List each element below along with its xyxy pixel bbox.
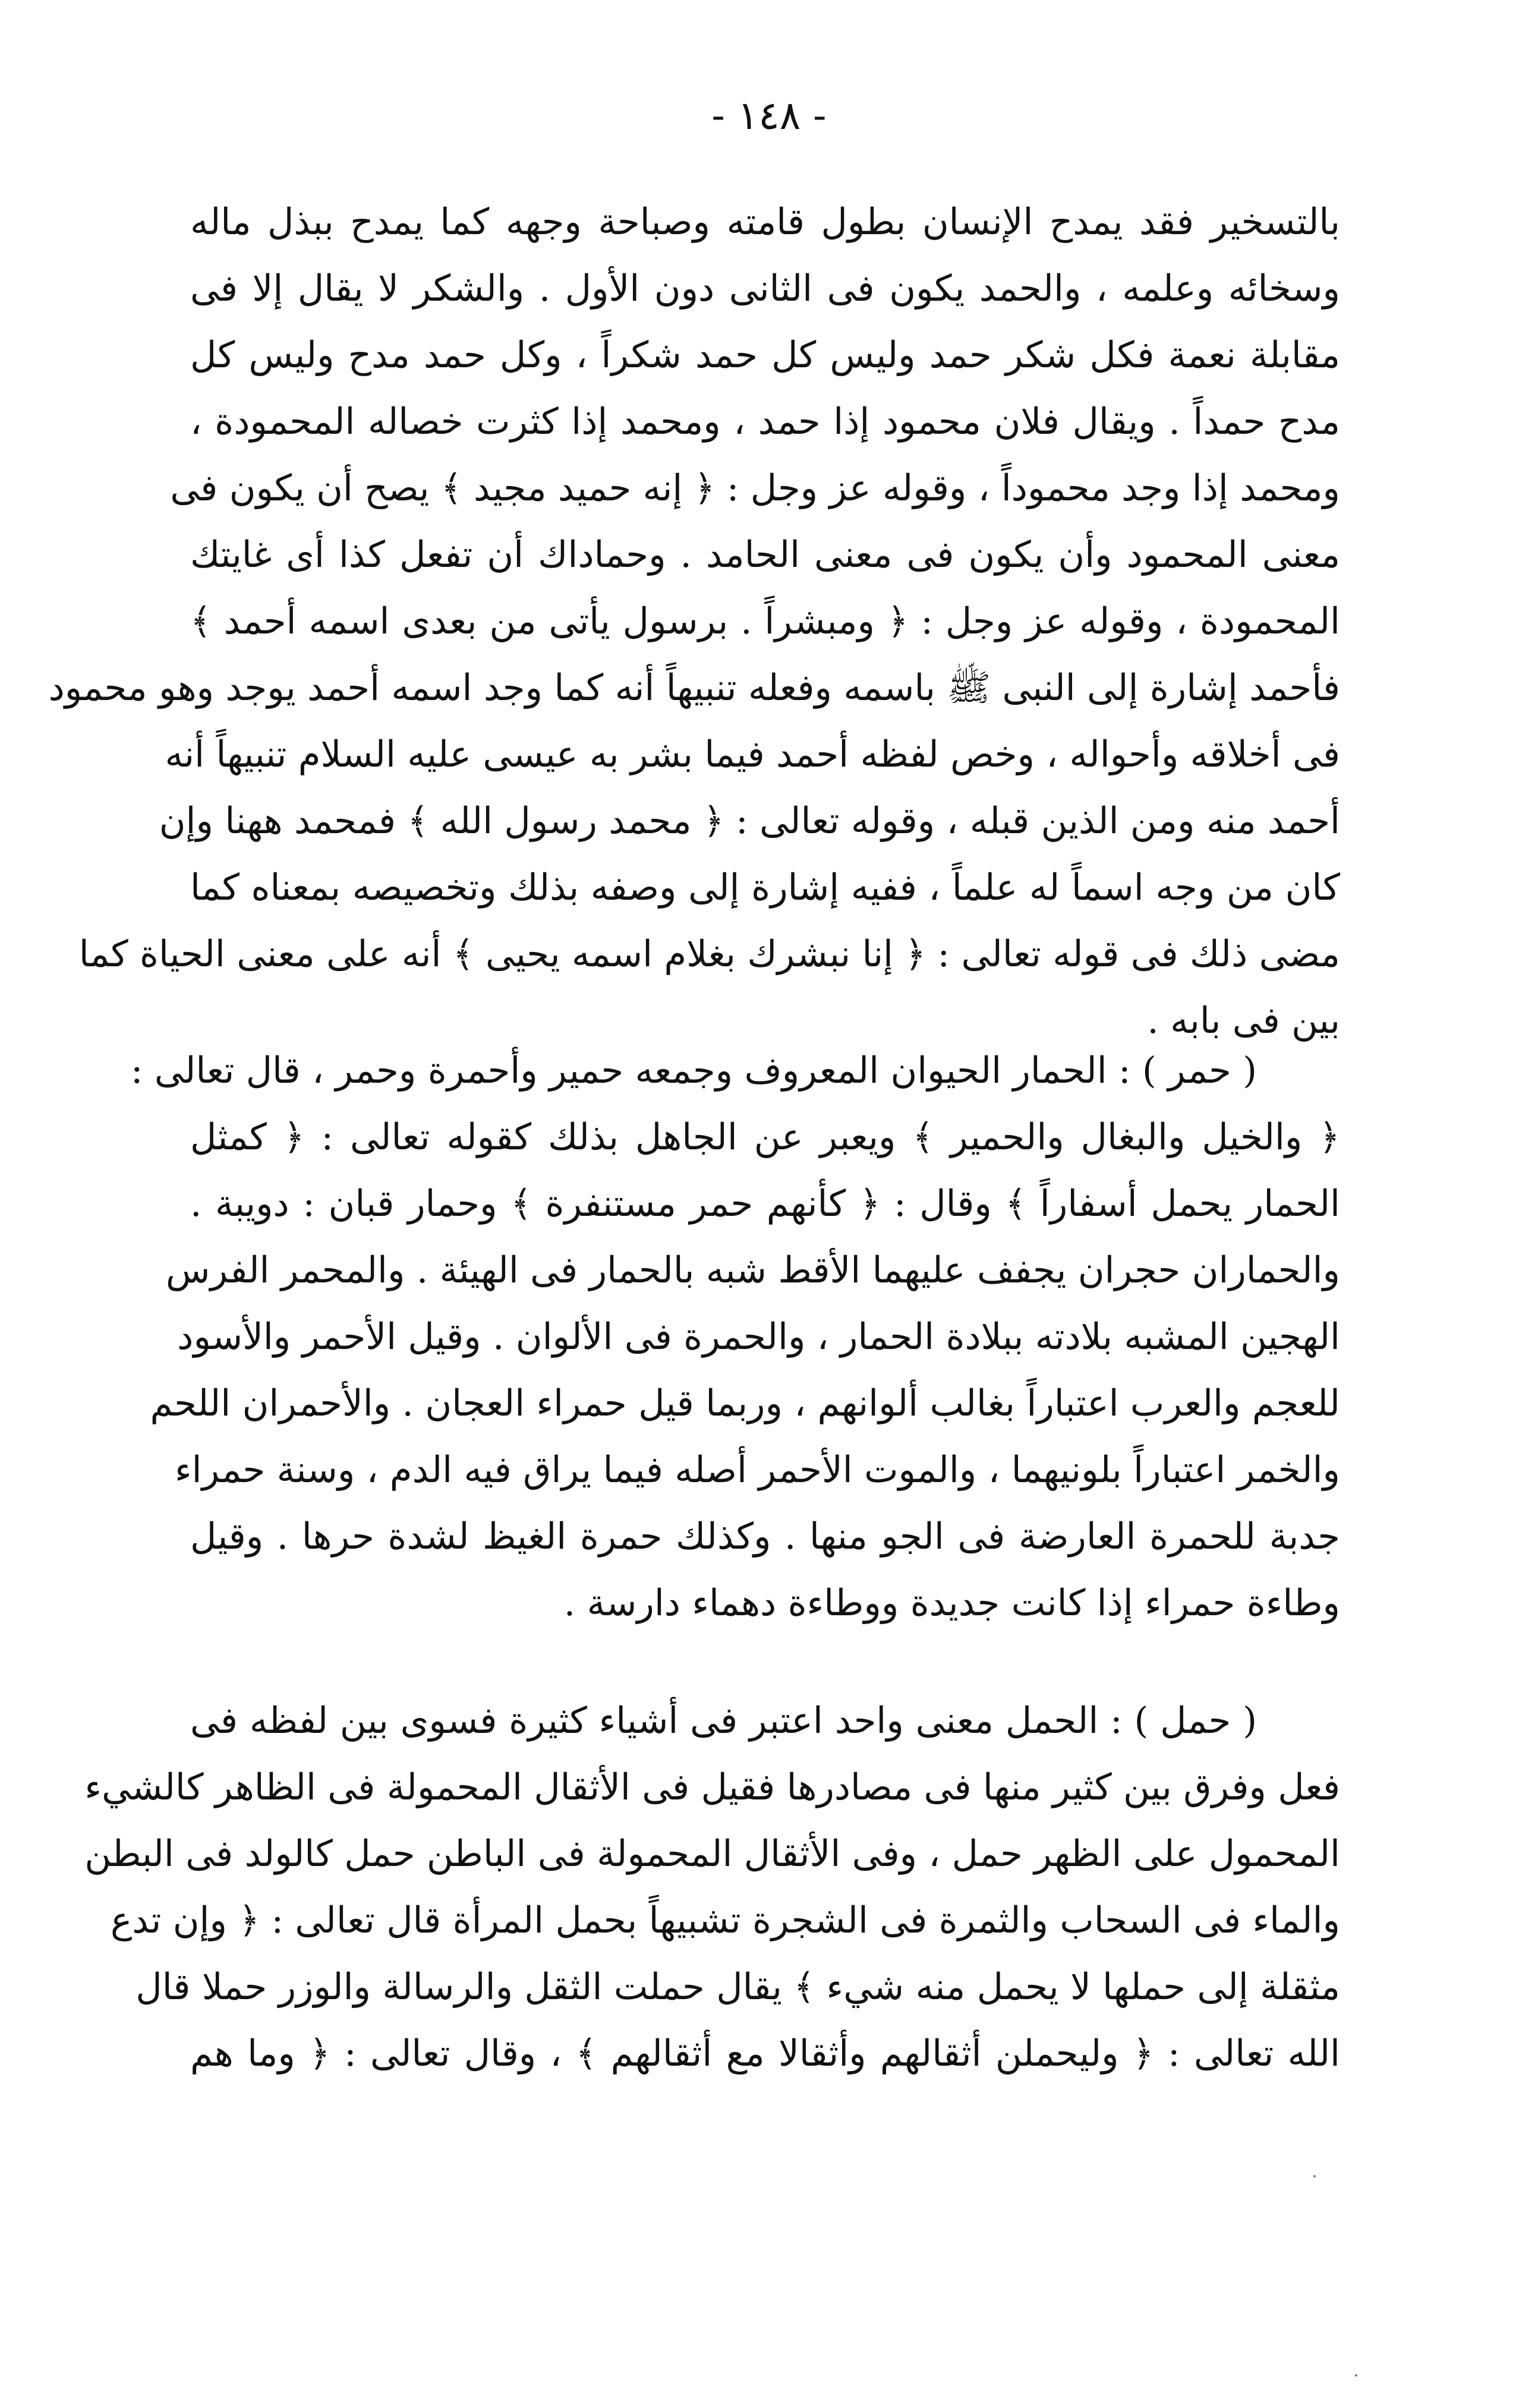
text-line: والخمر اعتباراً بلونيهما ، والموت الأحمر أصله فيما يراق فيه الدم ، وسنة حمراء (175, 1449, 1340, 1491)
text-line: ومحمد إذا وجد محموداً ، وقوله عز وجل : ﴿ إنه حميد مجيد ﴾ يصح أن يكون فى (170, 467, 1340, 509)
text-line: والحماران حجران يجفف عليهما الأقط شبه بالحمار فى الهيئة . والمحمر الفرس (165, 1249, 1340, 1291)
text-line: والماء فى السحاب والثمرة فى الشجرة تشبيهاً بحمل المرأة قال تعالى : ﴿ وإن تدع (110, 1899, 1340, 1941)
page-number: - ١٤٨ - (711, 93, 827, 138)
entry-heading-line: ( حمر ) : الحمار الحيوان المعروف وجمعه حمير وأحمرة وحمر ، قال تعالى : (130, 1049, 1257, 1092)
text-line: ﴿ والخيل والبغال والحمير ﴾ ويعبر عن الجاهل بذلك كقوله تعالى : ﴿ كمثل (190, 1116, 1340, 1158)
text-line: الحمار يحمل أسفاراً ﴾ وقال : ﴿ كأنهم حمر مستنفرة ﴾ وحمار قبان : دويبة . (190, 1183, 1340, 1225)
scan-speck (1355, 2374, 1357, 2377)
text-line: وطاءة حمراء إذا كانت جديدة ووطاءة دهماء دارسة . (563, 1582, 1340, 1624)
text-line: مثقلة إلى حملها لا يحمل منه شيء ﴾ يقال حملت الثقل والرسالة والوزر حملا قال (135, 1966, 1340, 2008)
text-line: فعل وفرق بين كثير منها فى مصادرها فقيل فى الأثقال المحمولة فى الظاهر كالشيء (84, 1766, 1340, 1808)
text-line: مقابلة نعمة فكل شكر حمد وليس كل حمد شكراً ، وكل حمد مدح وليس كل (190, 334, 1340, 376)
text-line: للعجم والعرب اعتباراً بغالب ألوانهم ، وربما قيل حمراء العجان . والأحمران اللحم (150, 1382, 1340, 1424)
text-line: بين فى بابه . (1147, 1000, 1340, 1042)
text-line: بالتسخير فقد يمدح الإنسان بطول قامته وصباحة وجهه كما يمدح ببذل ماله (190, 201, 1340, 243)
entry-heading-line: ( حمل ) : الحمل معنى واحد اعتبر فى أشياء كثيرة فسوى بين لفظه فى (190, 1700, 1257, 1742)
text-line: الله تعالى : ﴿ وليحملن أثقالهم وأثقالا مع أثقالهم ﴾ ، وقال تعالى : ﴿ وما هم (190, 2032, 1340, 2075)
text-line: المحمول على الظهر حمل ، وفى الأثقال المحمولة فى الباطن حمل كالولد فى البطن (84, 1833, 1340, 1875)
text-line: مضى ذلك فى قوله تعالى : ﴿ إنا نبشرك بغلام اسمه يحيى ﴾ أنه على معنى الحياة كما (78, 933, 1340, 975)
text-line: جدبة للحمرة العارضة فى الجو منها . وكذلك حمرة الغيظ لشدة حرها . وقيل (190, 1515, 1340, 1558)
text-line: فى أخلاقه وأحواله ، وخص لفظه أحمد فيما بشر به عيسى عليه السلام تنبيهاً أنه (165, 733, 1340, 776)
scan-speck (1313, 2175, 1316, 2177)
text-line: كان من وجه اسماً له علماً ، ففيه إشارة إلى وصفه بذلك وتخصيصه بمعناه كما (190, 866, 1340, 909)
text-line: وسخائه وعلمه ، والحمد يكون فى الثانى دون الأول . والشكر لا يقال إلا فى (190, 267, 1340, 310)
text-line: الهجين المشبه بلادته ببلادة الحمار ، والحمرة فى الألوان . وقيل الأحمر والأسود (177, 1316, 1340, 1358)
text-line: فأحمد إشارة إلى النبى ﷺ باسمه وفعله تنبيهاً أنه كما وجد اسمه أحمد يوجد وهو محمود (48, 667, 1340, 709)
text-line: مدح حمداً . ويقال فلان محمود إذا حمد ، ومحمد إذا كثرت خصاله المحمودة ، (190, 401, 1340, 443)
text-line: أحمد منه ومن الذين قبله ، وقوله تعالى : ﴿ محمد رسول الله ﴾ فمحمد ههنا وإن (159, 800, 1340, 842)
text-line: المحمودة ، وقوله عز وجل : ﴿ ومبشراً . برسول يأتى من بعدى اسمه أحمد ﴾ (190, 600, 1340, 642)
text-line: معنى المحمود وأن يكون فى معنى الحامد . وحماداك أن تفعل كذا أى غايتك (190, 534, 1340, 576)
paragraph-haml (84, 1688, 1340, 2087)
paragraph-hamr (130, 1038, 1340, 1637)
paragraph-hamd (48, 189, 1340, 1054)
